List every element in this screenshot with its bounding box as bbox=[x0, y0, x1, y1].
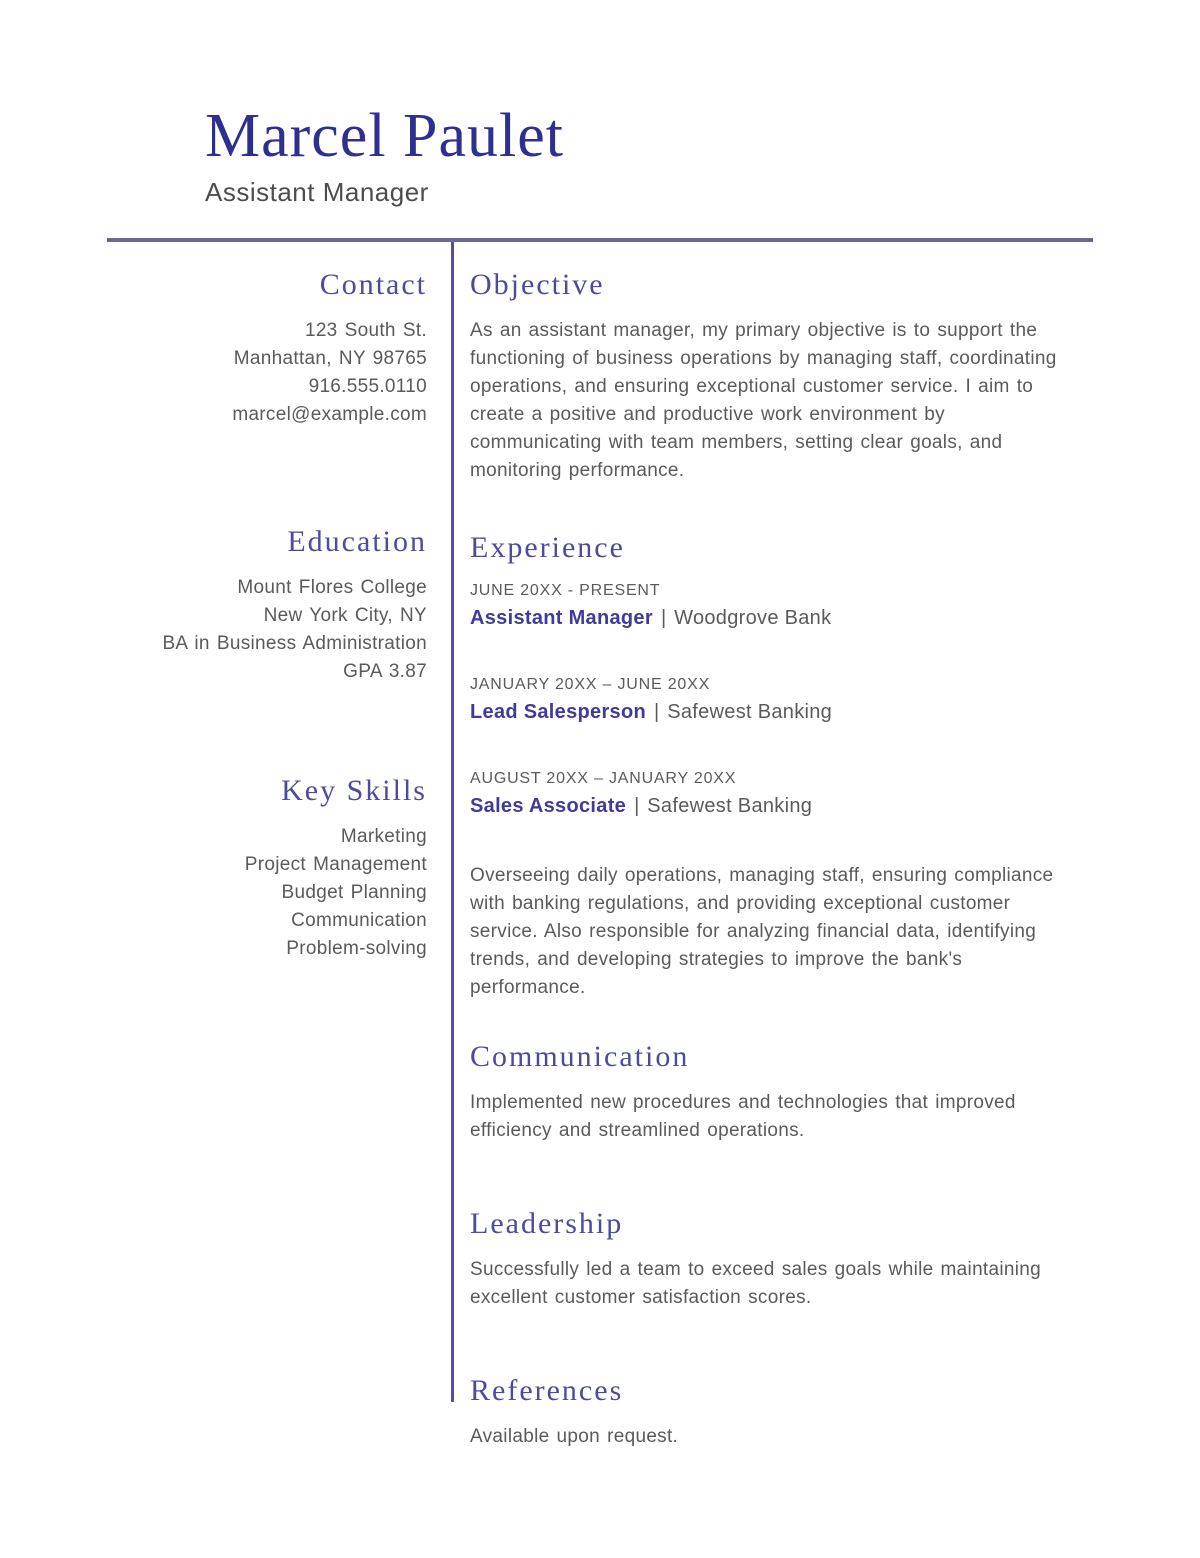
job-company: Safewest Banking bbox=[667, 701, 833, 724]
skill-item: Budget Planning bbox=[281, 882, 427, 904]
education-school: Mount Flores College bbox=[237, 577, 427, 599]
experience-entry bbox=[470, 768, 1070, 822]
contact-info bbox=[107, 317, 427, 429]
job-separator: | bbox=[634, 795, 640, 818]
job-company: Woodgrove Bank bbox=[674, 607, 832, 630]
skill-item: Project Management bbox=[244, 854, 427, 876]
person-job-title: Assistant Manager bbox=[205, 177, 429, 208]
job-separator: | bbox=[653, 701, 660, 724]
contact-city-line: Manhattan, NY 98765 bbox=[233, 348, 427, 370]
job-dates: AUGUST 20XX – JANUARY 20XX bbox=[470, 770, 737, 788]
education-info bbox=[107, 574, 427, 686]
skill-item: Problem-solving bbox=[286, 938, 427, 960]
education-heading: Education bbox=[287, 525, 427, 559]
job-separator: | bbox=[660, 607, 667, 630]
leadership-paragraph: Successfully led a team to exceed sales goals while maintaining excellent customer satisfaction scores. bbox=[470, 1259, 1042, 1309]
left-column bbox=[107, 242, 427, 1402]
job-title: Assistant Manager bbox=[470, 607, 653, 630]
job-dates: JUNE 20XX - PRESENT bbox=[470, 582, 661, 600]
experience-heading: Experience bbox=[470, 531, 625, 565]
skill-item: Communication bbox=[291, 910, 427, 932]
communication-heading: Communication bbox=[470, 1040, 690, 1074]
education-degree: BA in Business Administration bbox=[162, 633, 427, 655]
job-title-line bbox=[470, 790, 1070, 822]
experience-entry bbox=[470, 580, 1070, 634]
job-dates: JANUARY 20XX – JUNE 20XX bbox=[470, 676, 711, 694]
experience-entry bbox=[470, 674, 1070, 728]
key-skills-heading: Key Skills bbox=[281, 774, 427, 808]
job-title-line bbox=[470, 696, 1070, 728]
education-gpa: GPA 3.87 bbox=[343, 661, 427, 683]
resume-columns bbox=[107, 242, 1093, 1448]
objective-heading: Objective bbox=[470, 268, 605, 302]
job-title-line bbox=[470, 602, 1070, 634]
references-heading: References bbox=[470, 1374, 624, 1408]
experience-summary: Overseeing daily operations, managing staff, ensuring compliance with banking regulations, and providing exceptional customer service. Also responsible for analyzing financial data, identifying trends, and developing strategies to improve the bank's performance. bbox=[470, 865, 1054, 999]
right-column bbox=[470, 242, 1070, 1448]
contact-email: marcel@example.com bbox=[232, 404, 427, 426]
references-paragraph: Available upon request. bbox=[470, 1426, 679, 1448]
contact-heading: Contact bbox=[319, 268, 427, 302]
leadership-heading: Leadership bbox=[470, 1207, 624, 1241]
objective-paragraph: As an assistant manager, my primary objective is to support the functioning of business operations by managing staff, coordinating operations, and ensuring exceptional customer service. I aim to create a positive and productive work environment by communicating with team members, setting clear goals, and monitoring performance. bbox=[470, 320, 1057, 482]
job-company: Safewest Banking bbox=[647, 795, 813, 818]
skill-item: Marketing bbox=[340, 826, 427, 848]
vertical-divider bbox=[451, 242, 454, 1402]
resume-header bbox=[0, 0, 1200, 208]
communication-paragraph: Implemented new procedures and technologies that improved efficiency and streamlined operations. bbox=[470, 1092, 1016, 1142]
contact-address-line: 123 South St. bbox=[304, 320, 427, 342]
person-name: Marcel Paulet bbox=[205, 102, 565, 170]
education-location: New York City, NY bbox=[263, 605, 427, 627]
job-title: Sales Associate bbox=[470, 795, 627, 818]
job-title: Lead Salesperson bbox=[470, 701, 646, 724]
key-skills-list bbox=[107, 823, 427, 963]
contact-phone: 916.555.0110 bbox=[308, 376, 427, 398]
